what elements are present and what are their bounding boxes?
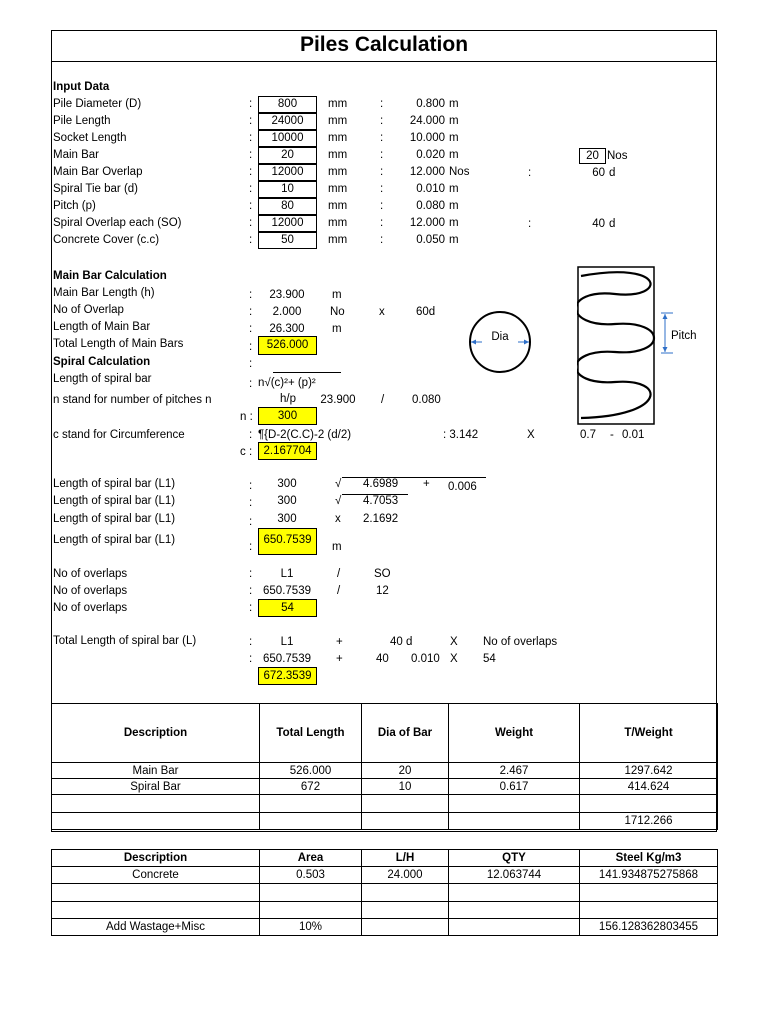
cell: [260, 884, 362, 902]
title-divider: [51, 61, 717, 62]
cell: [52, 902, 260, 919]
c-label: c stand for Circumference: [53, 429, 185, 441]
header-t-weight: T/Weight: [580, 704, 718, 763]
overlaps-b: 12: [376, 585, 389, 597]
cell: Spiral Bar: [52, 779, 260, 795]
n-p-value: 0.080: [412, 394, 441, 406]
table-row: [52, 779, 718, 795]
table-row: [52, 763, 718, 779]
l1-unit: m: [332, 541, 342, 553]
cell: 24.000: [362, 867, 449, 884]
table-row-total: [52, 813, 718, 830]
table-row-wastage: [52, 919, 718, 936]
cell: [362, 813, 449, 830]
total2-x: X: [450, 653, 458, 665]
total2-d: 0.010: [411, 653, 440, 665]
n-key: n :: [240, 411, 253, 423]
converted-unit: m: [449, 115, 459, 127]
input-unit: mm: [328, 115, 348, 127]
l1-row-n: 300: [277, 495, 297, 507]
input-unit: mm: [328, 166, 348, 178]
overlap-d-value: 60: [592, 167, 605, 179]
colon: :: [249, 568, 253, 580]
c-b: 0.01: [622, 429, 645, 441]
total2-40: 40: [376, 653, 389, 665]
header-steel: Steel Kg/m3: [580, 850, 718, 867]
overlaps-b: SO: [374, 568, 391, 580]
total2-l1: 650.7539: [263, 653, 311, 665]
colon: :: [380, 234, 384, 246]
cell: 10: [362, 779, 449, 795]
colon: :: [249, 585, 253, 597]
cell: 10%: [260, 919, 362, 936]
cell: [449, 795, 580, 813]
length-of-main-bar-unit: m: [332, 323, 342, 335]
overlaps-label: No of overlaps: [53, 602, 128, 614]
colon: :: [380, 200, 384, 212]
cell: 0.503: [260, 867, 362, 884]
weight-table-header: [52, 704, 718, 763]
n-formula: h/p: [280, 393, 296, 405]
input-value-box[interactable]: 24000: [258, 113, 317, 130]
cell: 414.624: [580, 779, 718, 795]
input-label: Pile Diameter (D): [53, 98, 142, 110]
cell: Add Wastage+Misc: [52, 919, 260, 936]
input-unit: mm: [328, 98, 348, 110]
input-unit: mm: [328, 234, 348, 246]
converted-value: 0.010: [416, 183, 445, 195]
main-bar-length-unit: m: [332, 289, 342, 301]
l1-row-label: Length of spiral bar (L1): [53, 495, 176, 507]
table-row-empty: [52, 884, 718, 902]
total-l1: L1: [280, 636, 294, 648]
colon: :: [249, 289, 253, 301]
colon: :: [249, 636, 253, 648]
cell: [52, 884, 260, 902]
converted-unit: m: [449, 200, 459, 212]
l1-row-n: 300: [277, 478, 297, 490]
converted-unit: m: [449, 149, 459, 161]
header-description: Description: [52, 850, 260, 867]
l1-row-v: 2.1692: [363, 513, 399, 525]
colon: :: [249, 516, 253, 528]
converted-value: 10.000: [409, 132, 445, 144]
converted-value: 12.000: [409, 166, 445, 178]
cell: [52, 795, 260, 813]
cell: 526.000: [260, 763, 362, 779]
converted-value: 12.000: [409, 217, 445, 229]
main-bar-heading: Main Bar Calculation: [53, 270, 167, 282]
colon: :: [249, 323, 253, 335]
header-weight: Weight: [449, 704, 580, 763]
spiral-length-label: Length of spiral bar: [53, 373, 152, 385]
colon: :: [380, 217, 384, 229]
cell: 12.063744: [449, 867, 580, 884]
colon: :: [380, 149, 384, 161]
l1-value[interactable]: 650.7539: [258, 528, 317, 555]
converted-unit: m: [449, 132, 459, 144]
total-t-weight: 1712.266: [580, 813, 718, 830]
multiply-sign: x: [335, 513, 341, 525]
input-unit: mm: [328, 149, 348, 161]
sqrt-sign: √: [335, 495, 342, 507]
cell: [260, 813, 362, 830]
converted-value: 0.050: [416, 234, 445, 246]
cell: Main Bar: [52, 763, 260, 779]
colon: :: [249, 166, 253, 178]
nos-unit: Nos: [607, 150, 628, 162]
input-value-box[interactable]: 800: [258, 96, 317, 113]
cell: [449, 919, 580, 936]
colon: :: [249, 183, 253, 195]
header-lh: L/H: [362, 850, 449, 867]
length-of-main-bar-value: 26.300: [269, 323, 305, 335]
colon: :: [380, 166, 384, 178]
n-div: /: [381, 394, 385, 406]
cell: 156.128362803455: [580, 919, 718, 936]
overlaps-value[interactable]: 54: [258, 599, 317, 617]
overlap-colon: :: [528, 167, 532, 179]
cell: [362, 884, 449, 902]
input-unit: mm: [328, 200, 348, 212]
cell: [362, 919, 449, 936]
steel-table: [51, 849, 718, 936]
colon: :: [249, 115, 253, 127]
c-formula: ¶{D-2(C.C)-2 (d/2): [258, 429, 352, 441]
input-value-box[interactable]: 80: [258, 198, 317, 215]
cell: [260, 902, 362, 919]
converted-unit: m: [449, 217, 459, 229]
cell: [362, 795, 449, 813]
no-of-overlap-x: x: [379, 306, 385, 318]
dia-label: Dia: [482, 330, 518, 344]
spiral-heading: Spiral Calculation: [53, 356, 151, 368]
overlaps-op: /: [337, 585, 341, 597]
l1-row-v: 4.7053: [363, 495, 399, 507]
cell: 2.467: [449, 763, 580, 779]
c-key: c :: [240, 446, 253, 458]
input-label: Spiral Tie bar (d): [53, 183, 139, 195]
colon: :: [249, 480, 253, 492]
cell: [580, 795, 718, 813]
colon: :: [249, 378, 253, 390]
no-of-overlap-label: No of Overlap: [53, 304, 124, 316]
cell: 672: [260, 779, 362, 795]
input-value-box[interactable]: 20: [258, 147, 317, 164]
so-colon: :: [528, 218, 532, 230]
overlap-d-unit: d: [609, 167, 616, 179]
converted-value: 0.080: [416, 200, 445, 212]
l1-row-v: 4.6989: [363, 478, 399, 490]
cell: 1297.642: [580, 763, 718, 779]
colon: :: [380, 132, 384, 144]
input-unit: mm: [328, 217, 348, 229]
input-label: Pitch (p): [53, 200, 96, 212]
input-label: Main Bar: [53, 149, 100, 161]
steel-table-header: [52, 850, 718, 867]
cell: [449, 813, 580, 830]
total-spiral-value[interactable]: 672.3539: [258, 667, 317, 685]
total-40d: 40 d: [390, 636, 413, 648]
colon: :: [249, 653, 253, 665]
colon: :: [249, 341, 253, 353]
colon: :: [249, 306, 253, 318]
input-value-box[interactable]: 10: [258, 181, 317, 198]
c-a: 0.7: [580, 429, 596, 441]
colon: :: [249, 132, 253, 144]
overlaps-label: No of overlaps: [53, 568, 128, 580]
n-h-value: 23.900: [320, 394, 356, 406]
overlaps-op: /: [337, 568, 341, 580]
main-bar-length-label: Main Bar Length (h): [53, 287, 155, 299]
total-spiral-label: Total Length of spiral bar (L): [53, 635, 197, 647]
colon: :: [249, 98, 253, 110]
main-bar-length-value: 23.900: [269, 289, 305, 301]
total-main-bars-label: Total Length of Main Bars: [53, 338, 184, 350]
input-label: Spiral Overlap each (SO): [53, 217, 182, 229]
cell: 20: [362, 763, 449, 779]
input-unit: mm: [328, 132, 348, 144]
table-row: [52, 867, 718, 884]
nos-value-box[interactable]: 20: [579, 148, 606, 164]
cell: 0.617: [449, 779, 580, 795]
colon: :: [249, 429, 253, 441]
cell: 141.934875275868: [580, 867, 718, 884]
overlaps-label: No of overlaps: [53, 585, 128, 597]
total-x: X: [450, 636, 458, 648]
pitch-label: Pitch: [671, 330, 697, 342]
input-label: Concrete Cover (c.c): [53, 234, 160, 246]
so-d-unit: d: [609, 218, 616, 230]
header-description: Description: [52, 704, 260, 763]
total2-n: 54: [483, 653, 496, 665]
colon: :: [249, 541, 253, 553]
cell: [580, 902, 718, 919]
l1-row-plus: +: [423, 478, 430, 490]
no-of-overlap-value: 2.000: [272, 306, 302, 318]
header-dia-of-bar: Dia of Bar: [362, 704, 449, 763]
input-value-box[interactable]: 10000: [258, 130, 317, 147]
l1-row-label: Length of spiral bar (L1): [53, 478, 176, 490]
total-plus: +: [336, 636, 343, 648]
input-label: Socket Length: [53, 132, 127, 144]
colon: :: [249, 358, 253, 370]
input-heading: Input Data: [53, 81, 110, 93]
input-label: Main Bar Overlap: [53, 166, 143, 178]
l1-row-v2: 0.006: [448, 481, 477, 493]
page-title: Piles Calculation: [299, 33, 469, 56]
spiral-diagram: [577, 266, 697, 426]
l1-row-n: 300: [277, 513, 297, 525]
cell: [449, 902, 580, 919]
overlaps-a: 650.7539: [263, 585, 311, 597]
overlaps-a: L1: [280, 568, 294, 580]
c-minus: -: [610, 429, 614, 441]
weight-table: [51, 703, 718, 830]
header-qty: QTY: [449, 850, 580, 867]
c-pi: : 3.142: [443, 429, 479, 441]
spiral-length-formula: n√(c)²+ (p)²: [258, 377, 316, 389]
total-nov: No of overlaps: [483, 636, 558, 648]
header-total-length: Total Length: [260, 704, 362, 763]
cell: [260, 795, 362, 813]
total-main-bars-value[interactable]: 526.000: [258, 336, 317, 355]
converted-unit: m: [449, 98, 459, 110]
converted-value: 0.020: [416, 149, 445, 161]
colon: :: [380, 115, 384, 127]
so-d-value: 40: [592, 218, 605, 230]
cell: [52, 813, 260, 830]
input-label: Pile Length: [53, 115, 111, 127]
n-label: n stand for number of pitches n: [53, 394, 212, 406]
n-value[interactable]: 300: [258, 407, 317, 425]
c-x: X: [527, 429, 535, 441]
converted-unit: m: [449, 234, 459, 246]
l1-row-label: Length of spiral bar (L1): [53, 513, 176, 525]
length-of-main-bar-label: Length of Main Bar: [53, 321, 151, 333]
converted-unit: Nos: [449, 166, 470, 178]
colon: :: [249, 149, 253, 161]
no-of-overlap-unit: No: [330, 306, 345, 318]
no-of-overlap-60d: 60d: [416, 306, 436, 318]
colon: :: [380, 98, 384, 110]
header-area: Area: [260, 850, 362, 867]
colon: :: [249, 217, 253, 229]
cell: [449, 884, 580, 902]
cell: Concrete: [52, 867, 260, 884]
formula-overline: [273, 372, 341, 373]
total2-plus: +: [336, 653, 343, 665]
converted-value: 0.800: [416, 98, 445, 110]
input-unit: mm: [328, 183, 348, 195]
cell: [362, 902, 449, 919]
converted-unit: m: [449, 183, 459, 195]
sqrt-sign: √: [335, 478, 342, 490]
colon: :: [380, 183, 384, 195]
input-value-box[interactable]: 50: [258, 232, 317, 249]
converted-value: 24.000: [409, 115, 445, 127]
input-value-box[interactable]: 12000: [258, 164, 317, 181]
c-value[interactable]: 2.167704: [258, 442, 317, 460]
table-row-empty: [52, 902, 718, 919]
cell: [580, 884, 718, 902]
colon: :: [249, 497, 253, 509]
colon: :: [249, 602, 253, 614]
input-value-box[interactable]: 12000: [258, 215, 317, 232]
colon: :: [249, 200, 253, 212]
l1-label: Length of spiral bar (L1): [53, 534, 176, 546]
colon: :: [249, 234, 253, 246]
table-row-empty: [52, 795, 718, 813]
